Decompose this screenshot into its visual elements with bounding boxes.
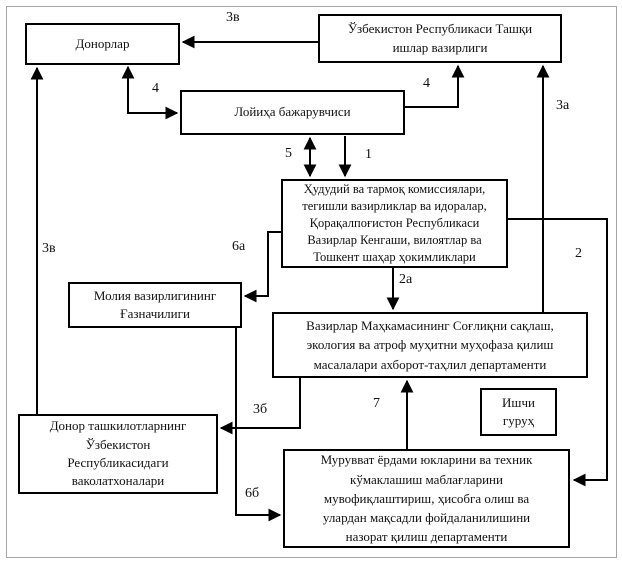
box-project-executor	[180, 90, 405, 135]
box-working-group-text: Ишчи гуруҳ	[502, 394, 535, 428]
box-foreign-affairs-ministry-text: Ўзбекистон Республикаси Ташқи ишлар вазирлиги	[347, 21, 533, 55]
box-charity-control-department-text: Мурувват ёрдами юкларини ва техник кўмаклашиш маблағларини мувофиқлаштириш, ҳисобга олиш ва улардан мақсадли фойдаланилишини назорат қилиш департаменти	[320, 452, 533, 545]
arrow-6a	[245, 232, 281, 296]
label-1: 1	[365, 147, 372, 162]
label-2: 2	[575, 246, 582, 261]
box-project-executor-text: Лойиҳа бажарувчиси	[234, 104, 351, 120]
box-charity-control-department	[283, 449, 570, 548]
box-finance-ministry-treasury	[68, 282, 242, 328]
box-cabinet-info-analysis-department	[272, 312, 588, 378]
label-3a: 3а	[556, 98, 570, 113]
label-3v-top: 3в	[226, 10, 240, 25]
label-6a: 6а	[232, 239, 246, 254]
box-donor-representative-offices	[18, 414, 218, 494]
label-4-right: 4	[423, 76, 430, 91]
box-donors	[25, 23, 180, 65]
label-7: 7	[373, 396, 380, 411]
label-2a: 2а	[399, 272, 413, 287]
label-3b: 3б	[253, 402, 268, 417]
label-6b: 6б	[245, 486, 260, 501]
label-3v-left: 3в	[42, 241, 56, 256]
box-territorial-commissions-text: Ҳудудий ва тармоқ комиссиялари, тегишли вазирликлар ва идоралар, Қорақалпоғистон Республикаси Вазирлар Кенгаши, вилоятлар ва Тошкент шаҳар ҳокимликлари	[302, 182, 487, 264]
box-donors-text: Донорлар	[75, 35, 130, 51]
box-donor-representative-offices-text: Донор ташкилотларнинг Ўзбекистон Республикасидаги ваколатхоналари	[49, 418, 187, 489]
box-territorial-commissions	[281, 179, 508, 268]
box-cabinet-info-analysis-department-text: Вазирлар Маҳкамасининг Соғлиқни сақлаш, экология ва атроф муҳитни муҳофаза қилиш масалалари ахборот-таҳлил департаменти	[306, 317, 554, 372]
label-4-left: 4	[152, 81, 159, 96]
box-finance-ministry-treasury-text: Молия вазирлигининг Ғазначилиги	[93, 287, 217, 321]
box-foreign-affairs-ministry	[318, 14, 562, 63]
box-working-group	[480, 388, 557, 436]
label-5: 5	[285, 146, 292, 161]
